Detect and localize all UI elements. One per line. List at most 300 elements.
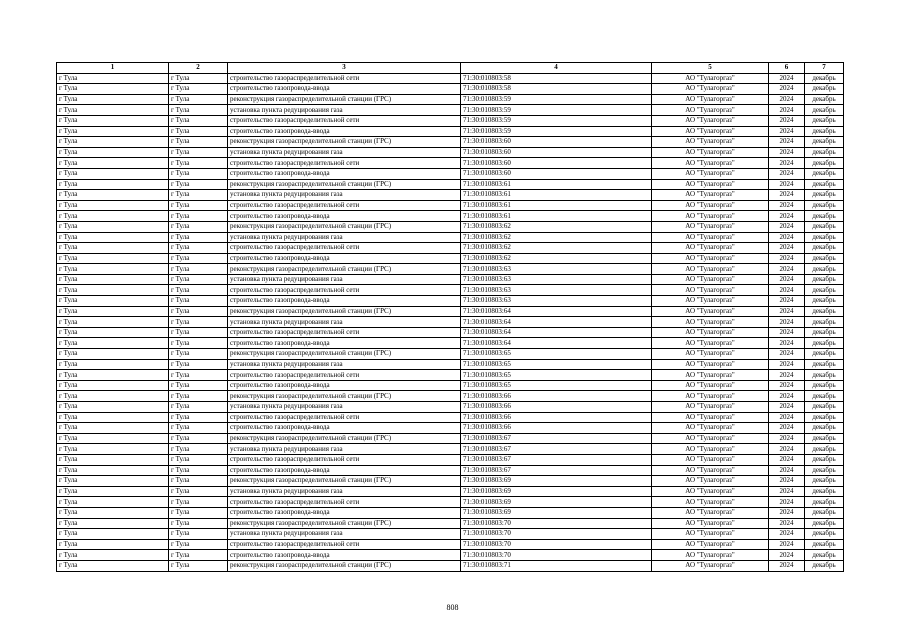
table-cell-col-4: 71:30:010803:61 xyxy=(461,200,652,211)
header-cell-7: 7 xyxy=(805,63,844,74)
header-cell-2: 2 xyxy=(169,63,228,74)
table-cell-col-5: АО "Тулагоргаз" xyxy=(652,476,769,487)
table-cell-col-6: 2024 xyxy=(769,285,805,296)
table-cell-col-5: АО "Тулагоргаз" xyxy=(652,444,769,455)
table-cell-col-6: 2024 xyxy=(769,444,805,455)
table-row xyxy=(57,370,844,381)
table-cell-col-4: 71:30:010803:62 xyxy=(461,253,652,264)
table-cell-col-6: 2024 xyxy=(769,115,805,126)
table-cell-col-2: г Тула xyxy=(169,211,228,222)
data-table xyxy=(56,62,844,572)
table-cell-col-1: г Тула xyxy=(57,317,169,328)
table-cell-col-1: г Тула xyxy=(57,137,169,148)
table-cell-col-5: АО "Тулагоргаз" xyxy=(652,147,769,158)
table-cell-col-3: строительство газораспределительной сети xyxy=(228,115,461,126)
table-cell-col-5: АО "Тулагоргаз" xyxy=(652,243,769,254)
table-cell-col-1: г Тула xyxy=(57,518,169,529)
table-cell-col-2: г Тула xyxy=(169,306,228,317)
table-cell-col-7: декабрь xyxy=(805,137,844,148)
header-cell-3: 3 xyxy=(228,63,461,74)
table-cell-col-6: 2024 xyxy=(769,84,805,95)
table-cell-col-1: г Тула xyxy=(57,84,169,95)
table-cell-col-6: 2024 xyxy=(769,454,805,465)
table-row xyxy=(57,349,844,360)
table-cell-col-3: строительство газопровода-ввода xyxy=(228,211,461,222)
table-cell-col-4: 71:30:010803:67 xyxy=(461,454,652,465)
table-cell-col-1: г Тула xyxy=(57,115,169,126)
table-cell-col-7: декабрь xyxy=(805,433,844,444)
table-cell-col-3: строительство газопровода-ввода xyxy=(228,507,461,518)
table-cell-col-1: г Тула xyxy=(57,327,169,338)
table-cell-col-2: г Тула xyxy=(169,529,228,540)
table-row xyxy=(57,73,844,84)
table-row xyxy=(57,126,844,137)
table-cell-col-2: г Тула xyxy=(169,497,228,508)
header-row xyxy=(57,63,844,74)
table-cell-col-1: г Тула xyxy=(57,306,169,317)
table-cell-col-1: г Тула xyxy=(57,126,169,137)
table-cell-col-2: г Тула xyxy=(169,370,228,381)
table-cell-col-1: г Тула xyxy=(57,476,169,487)
header-cell-4: 4 xyxy=(461,63,652,74)
table-cell-col-2: г Тула xyxy=(169,264,228,275)
table-cell-col-7: декабрь xyxy=(805,423,844,434)
table-cell-col-3: строительство газораспределительной сети xyxy=(228,412,461,423)
table-cell-col-7: декабрь xyxy=(805,444,844,455)
table-cell-col-6: 2024 xyxy=(769,200,805,211)
table-cell-col-3: реконструкция газораспределительной станции (ГРС) xyxy=(228,306,461,317)
table-row xyxy=(57,137,844,148)
table-cell-col-5: АО "Тулагоргаз" xyxy=(652,285,769,296)
table-cell-col-1: г Тула xyxy=(57,179,169,190)
table-cell-col-4: 71:30:010803:67 xyxy=(461,465,652,476)
table-cell-col-2: г Тула xyxy=(169,126,228,137)
table-cell-col-7: декабрь xyxy=(805,147,844,158)
table-cell-col-3: реконструкция газораспределительной станции (ГРС) xyxy=(228,137,461,148)
table-cell-col-4: 71:30:010803:67 xyxy=(461,444,652,455)
table-cell-col-4: 71:30:010803:66 xyxy=(461,412,652,423)
table-cell-col-3: реконструкция газораспределительной станции (ГРС) xyxy=(228,391,461,402)
table-cell-col-7: декабрь xyxy=(805,486,844,497)
table-cell-col-1: г Тула xyxy=(57,486,169,497)
table-row xyxy=(57,243,844,254)
table-cell-col-5: АО "Тулагоргаз" xyxy=(652,507,769,518)
table-row xyxy=(57,444,844,455)
table-cell-col-6: 2024 xyxy=(769,221,805,232)
table-cell-col-7: декабрь xyxy=(805,402,844,413)
table-cell-col-6: 2024 xyxy=(769,168,805,179)
page-number: 808 xyxy=(446,603,459,612)
table-cell-col-5: АО "Тулагоргаз" xyxy=(652,338,769,349)
table-cell-col-1: г Тула xyxy=(57,105,169,116)
table-cell-col-4: 71:30:010803:58 xyxy=(461,84,652,95)
table-cell-col-4: 71:30:010803:61 xyxy=(461,211,652,222)
table-cell-col-5: АО "Тулагоргаз" xyxy=(652,190,769,201)
table-cell-col-4: 71:30:010803:62 xyxy=(461,232,652,243)
table-cell-col-2: г Тула xyxy=(169,296,228,307)
header-cell-1: 1 xyxy=(57,63,169,74)
table-cell-col-5: АО "Тулагоргаз" xyxy=(652,423,769,434)
table-cell-col-2: г Тула xyxy=(169,402,228,413)
table-cell-col-2: г Тула xyxy=(169,349,228,360)
table-cell-col-3: строительство газопровода-ввода xyxy=(228,84,461,95)
table-cell-col-2: г Тула xyxy=(169,380,228,391)
table-cell-col-5: АО "Тулагоргаз" xyxy=(652,518,769,529)
table-row xyxy=(57,94,844,105)
table-row xyxy=(57,253,844,264)
table-cell-col-3: реконструкция газораспределительной станции (ГРС) xyxy=(228,94,461,105)
table-cell-col-3: установка пункта редуцирования газа xyxy=(228,105,461,116)
table-cell-col-1: г Тула xyxy=(57,243,169,254)
table-cell-col-2: г Тула xyxy=(169,338,228,349)
table-cell-col-2: г Тула xyxy=(169,84,228,95)
table-cell-col-2: г Тула xyxy=(169,221,228,232)
table-cell-col-4: 71:30:010803:65 xyxy=(461,380,652,391)
table-cell-col-2: г Тула xyxy=(169,454,228,465)
table-cell-col-4: 71:30:010803:61 xyxy=(461,179,652,190)
table-cell-col-2: г Тула xyxy=(169,486,228,497)
table-cell-col-4: 71:30:010803:59 xyxy=(461,126,652,137)
table-cell-col-3: строительство газопровода-ввода xyxy=(228,380,461,391)
table-cell-col-3: реконструкция газораспределительной станции (ГРС) xyxy=(228,349,461,360)
table-cell-col-2: г Тула xyxy=(169,274,228,285)
table-cell-col-1: г Тула xyxy=(57,211,169,222)
table-cell-col-6: 2024 xyxy=(769,232,805,243)
table-cell-col-1: г Тула xyxy=(57,200,169,211)
table-cell-col-6: 2024 xyxy=(769,126,805,137)
table-cell-col-5: АО "Тулагоргаз" xyxy=(652,232,769,243)
table-cell-col-4: 71:30:010803:65 xyxy=(461,349,652,360)
table-cell-col-7: декабрь xyxy=(805,296,844,307)
table-cell-col-1: г Тула xyxy=(57,380,169,391)
table-cell-col-4: 71:30:010803:64 xyxy=(461,327,652,338)
table-cell-col-2: г Тула xyxy=(169,412,228,423)
table-cell-col-1: г Тула xyxy=(57,264,169,275)
table-cell-col-5: АО "Тулагоргаз" xyxy=(652,84,769,95)
table-cell-col-7: декабрь xyxy=(805,94,844,105)
table-cell-col-4: 71:30:010803:67 xyxy=(461,433,652,444)
table-cell-col-1: г Тула xyxy=(57,158,169,169)
table-cell-col-6: 2024 xyxy=(769,497,805,508)
table-cell-col-4: 71:30:010803:63 xyxy=(461,264,652,275)
table-cell-col-5: АО "Тулагоргаз" xyxy=(652,126,769,137)
table-row xyxy=(57,412,844,423)
table-cell-col-3: установка пункта редуцирования газа xyxy=(228,486,461,497)
table-cell-col-2: г Тула xyxy=(169,158,228,169)
table-cell-col-7: декабрь xyxy=(805,168,844,179)
table-cell-col-5: АО "Тулагоргаз" xyxy=(652,359,769,370)
table-cell-col-4: 71:30:010803:66 xyxy=(461,402,652,413)
table-cell-col-4: 71:30:010803:70 xyxy=(461,539,652,550)
table-cell-col-5: АО "Тулагоргаз" xyxy=(652,454,769,465)
table-cell-col-6: 2024 xyxy=(769,476,805,487)
table-cell-col-7: декабрь xyxy=(805,285,844,296)
table-cell-col-1: г Тула xyxy=(57,444,169,455)
table-cell-col-4: 71:30:010803:69 xyxy=(461,507,652,518)
table-cell-col-7: декабрь xyxy=(805,126,844,137)
header-cell-5: 5 xyxy=(652,63,769,74)
table-cell-col-6: 2024 xyxy=(769,274,805,285)
table-cell-col-4: 71:30:010803:70 xyxy=(461,550,652,561)
table-cell-col-6: 2024 xyxy=(769,105,805,116)
table-cell-col-1: г Тула xyxy=(57,529,169,540)
table-cell-col-2: г Тула xyxy=(169,391,228,402)
table-cell-col-2: г Тула xyxy=(169,550,228,561)
table-cell-col-7: декабрь xyxy=(805,200,844,211)
table-row xyxy=(57,84,844,95)
table-cell-col-7: декабрь xyxy=(805,327,844,338)
table-cell-col-7: декабрь xyxy=(805,179,844,190)
table-cell-col-7: декабрь xyxy=(805,391,844,402)
table-cell-col-3: установка пункта редуцирования газа xyxy=(228,232,461,243)
table-cell-col-7: декабрь xyxy=(805,550,844,561)
table-cell-col-3: строительство газораспределительной сети xyxy=(228,370,461,381)
table-cell-col-7: декабрь xyxy=(805,317,844,328)
table-cell-col-2: г Тула xyxy=(169,253,228,264)
table-cell-col-6: 2024 xyxy=(769,306,805,317)
table-cell-col-1: г Тула xyxy=(57,73,169,84)
table-cell-col-3: реконструкция газораспределительной станции (ГРС) xyxy=(228,221,461,232)
table-cell-col-3: строительство газопровода-ввода xyxy=(228,465,461,476)
table-cell-col-3: строительство газопровода-ввода xyxy=(228,253,461,264)
table-row xyxy=(57,550,844,561)
table-cell-col-7: декабрь xyxy=(805,338,844,349)
table-cell-col-6: 2024 xyxy=(769,359,805,370)
table-cell-col-7: декабрь xyxy=(805,507,844,518)
table-row xyxy=(57,147,844,158)
table-row xyxy=(57,105,844,116)
table-row xyxy=(57,518,844,529)
table-cell-col-4: 71:30:010803:61 xyxy=(461,190,652,201)
table-cell-col-5: АО "Тулагоргаз" xyxy=(652,168,769,179)
table-row xyxy=(57,454,844,465)
table-cell-col-1: г Тула xyxy=(57,412,169,423)
table-cell-col-7: декабрь xyxy=(805,476,844,487)
table-cell-col-7: декабрь xyxy=(805,274,844,285)
table-row xyxy=(57,338,844,349)
table-cell-col-1: г Тула xyxy=(57,296,169,307)
table-cell-col-7: декабрь xyxy=(805,211,844,222)
table-cell-col-5: АО "Тулагоргаз" xyxy=(652,179,769,190)
table-cell-col-7: декабрь xyxy=(805,518,844,529)
table-cell-col-3: реконструкция газораспределительной станции (ГРС) xyxy=(228,476,461,487)
table-cell-col-1: г Тула xyxy=(57,232,169,243)
table-cell-col-2: г Тула xyxy=(169,179,228,190)
table-cell-col-5: АО "Тулагоргаз" xyxy=(652,349,769,360)
table-cell-col-3: реконструкция газораспределительной станции (ГРС) xyxy=(228,264,461,275)
table-cell-col-1: г Тула xyxy=(57,465,169,476)
table-cell-col-2: г Тула xyxy=(169,285,228,296)
table-cell-col-6: 2024 xyxy=(769,253,805,264)
table-cell-col-4: 71:30:010803:66 xyxy=(461,391,652,402)
table-cell-col-1: г Тула xyxy=(57,423,169,434)
table-cell-col-7: декабрь xyxy=(805,232,844,243)
table-cell-col-3: установка пункта редуцирования газа xyxy=(228,190,461,201)
table-cell-col-6: 2024 xyxy=(769,529,805,540)
table-row xyxy=(57,200,844,211)
table-cell-col-7: декабрь xyxy=(805,84,844,95)
table-cell-col-5: АО "Тулагоргаз" xyxy=(652,221,769,232)
table-cell-col-3: строительство газораспределительной сети xyxy=(228,327,461,338)
table-cell-col-5: АО "Тулагоргаз" xyxy=(652,539,769,550)
table-cell-col-1: г Тула xyxy=(57,402,169,413)
table-row xyxy=(57,158,844,169)
table-cell-col-6: 2024 xyxy=(769,317,805,328)
table-cell-col-7: декабрь xyxy=(805,158,844,169)
table-cell-col-3: строительство газораспределительной сети xyxy=(228,454,461,465)
table-cell-col-3: установка пункта редуцирования газа xyxy=(228,402,461,413)
table-cell-col-6: 2024 xyxy=(769,158,805,169)
table-cell-col-5: АО "Тулагоргаз" xyxy=(652,94,769,105)
table-cell-col-6: 2024 xyxy=(769,433,805,444)
table-row xyxy=(57,391,844,402)
table-cell-col-5: АО "Тулагоргаз" xyxy=(652,317,769,328)
table-cell-col-1: г Тула xyxy=(57,454,169,465)
table-cell-col-2: г Тула xyxy=(169,476,228,487)
table-body xyxy=(57,73,844,571)
table-cell-col-7: декабрь xyxy=(805,359,844,370)
table-cell-col-3: установка пункта редуцирования газа xyxy=(228,529,461,540)
table-cell-col-2: г Тула xyxy=(169,137,228,148)
table-cell-col-5: АО "Тулагоргаз" xyxy=(652,264,769,275)
table-row xyxy=(57,232,844,243)
table-cell-col-1: г Тула xyxy=(57,221,169,232)
table-cell-col-2: г Тула xyxy=(169,94,228,105)
table-cell-col-2: г Тула xyxy=(169,423,228,434)
table-cell-col-1: г Тула xyxy=(57,349,169,360)
table-cell-col-2: г Тула xyxy=(169,105,228,116)
table-cell-col-4: 71:30:010803:59 xyxy=(461,115,652,126)
table-cell-col-3: строительство газораспределительной сети xyxy=(228,285,461,296)
table-cell-col-5: АО "Тулагоргаз" xyxy=(652,200,769,211)
table-cell-col-6: 2024 xyxy=(769,560,805,571)
table-cell-col-5: АО "Тулагоргаз" xyxy=(652,73,769,84)
table-row xyxy=(57,168,844,179)
table-cell-col-6: 2024 xyxy=(769,402,805,413)
table-cell-col-5: АО "Тулагоргаз" xyxy=(652,306,769,317)
table-cell-col-4: 71:30:010803:62 xyxy=(461,243,652,254)
table-cell-col-6: 2024 xyxy=(769,370,805,381)
table-cell-col-5: АО "Тулагоргаз" xyxy=(652,137,769,148)
table-row xyxy=(57,560,844,571)
table-cell-col-7: декабрь xyxy=(805,264,844,275)
table-cell-col-7: декабрь xyxy=(805,529,844,540)
table-cell-col-4: 71:30:010803:59 xyxy=(461,94,652,105)
table-cell-col-3: реконструкция газораспределительной станции (ГРС) xyxy=(228,560,461,571)
table-cell-col-3: строительство газопровода-ввода xyxy=(228,168,461,179)
table-cell-col-7: декабрь xyxy=(805,539,844,550)
table-cell-col-6: 2024 xyxy=(769,465,805,476)
table-cell-col-7: декабрь xyxy=(805,190,844,201)
table-cell-col-3: строительство газопровода-ввода xyxy=(228,126,461,137)
table-cell-col-2: г Тула xyxy=(169,115,228,126)
table-cell-col-5: АО "Тулагоргаз" xyxy=(652,253,769,264)
table-cell-col-7: декабрь xyxy=(805,380,844,391)
table-cell-col-3: строительство газопровода-ввода xyxy=(228,550,461,561)
table-cell-col-1: г Тула xyxy=(57,274,169,285)
table-cell-col-4: 71:30:010803:65 xyxy=(461,370,652,381)
table-cell-col-6: 2024 xyxy=(769,327,805,338)
table-cell-col-7: декабрь xyxy=(805,253,844,264)
table-cell-col-2: г Тула xyxy=(169,168,228,179)
table-row xyxy=(57,115,844,126)
table-cell-col-4: 71:30:010803:69 xyxy=(461,476,652,487)
table-cell-col-5: АО "Тулагоргаз" xyxy=(652,486,769,497)
table-row xyxy=(57,497,844,508)
table-cell-col-7: декабрь xyxy=(805,221,844,232)
table-cell-col-6: 2024 xyxy=(769,94,805,105)
table-row xyxy=(57,211,844,222)
table-cell-col-6: 2024 xyxy=(769,518,805,529)
table-cell-col-2: г Тула xyxy=(169,317,228,328)
table-cell-col-3: установка пункта редуцирования газа xyxy=(228,147,461,158)
table-row xyxy=(57,274,844,285)
table-cell-col-4: 71:30:010803:60 xyxy=(461,147,652,158)
table-cell-col-5: АО "Тулагоргаз" xyxy=(652,380,769,391)
table-row xyxy=(57,190,844,201)
table-row xyxy=(57,296,844,307)
table-cell-col-3: строительство газопровода-ввода xyxy=(228,338,461,349)
table-cell-col-1: г Тула xyxy=(57,147,169,158)
table-cell-col-5: АО "Тулагоргаз" xyxy=(652,433,769,444)
table-cell-col-5: АО "Тулагоргаз" xyxy=(652,412,769,423)
table-cell-col-3: установка пункта редуцирования газа xyxy=(228,317,461,328)
table-row xyxy=(57,179,844,190)
table-cell-col-6: 2024 xyxy=(769,391,805,402)
table-cell-col-5: АО "Тулагоргаз" xyxy=(652,211,769,222)
table-cell-col-4: 71:30:010803:65 xyxy=(461,359,652,370)
table-cell-col-2: г Тула xyxy=(169,444,228,455)
table-cell-col-3: строительство газопровода-ввода xyxy=(228,423,461,434)
table-row xyxy=(57,486,844,497)
table-cell-col-1: г Тула xyxy=(57,338,169,349)
table-cell-col-1: г Тула xyxy=(57,391,169,402)
table-cell-col-5: АО "Тулагоргаз" xyxy=(652,560,769,571)
table-cell-col-5: АО "Тулагоргаз" xyxy=(652,497,769,508)
table-cell-col-3: установка пункта редуцирования газа xyxy=(228,274,461,285)
table-cell-col-1: г Тула xyxy=(57,285,169,296)
table-cell-col-6: 2024 xyxy=(769,423,805,434)
table-cell-col-1: г Тула xyxy=(57,550,169,561)
table-row xyxy=(57,264,844,275)
table-cell-col-2: г Тула xyxy=(169,73,228,84)
table-cell-col-3: установка пункта редуцирования газа xyxy=(228,444,461,455)
table-cell-col-1: г Тула xyxy=(57,560,169,571)
table-cell-col-5: АО "Тулагоргаз" xyxy=(652,465,769,476)
table-cell-col-2: г Тула xyxy=(169,327,228,338)
table-cell-col-6: 2024 xyxy=(769,243,805,254)
table-cell-col-4: 71:30:010803:63 xyxy=(461,285,652,296)
table-cell-col-6: 2024 xyxy=(769,486,805,497)
table-row xyxy=(57,465,844,476)
table-cell-col-1: г Тула xyxy=(57,370,169,381)
table-cell-col-4: 71:30:010803:69 xyxy=(461,497,652,508)
table-cell-col-2: г Тула xyxy=(169,507,228,518)
table-cell-col-3: реконструкция газораспределительной станции (ГРС) xyxy=(228,179,461,190)
table-cell-col-7: декабрь xyxy=(805,465,844,476)
table-cell-col-7: декабрь xyxy=(805,73,844,84)
table-cell-col-7: декабрь xyxy=(805,454,844,465)
table-cell-col-7: декабрь xyxy=(805,497,844,508)
table-cell-col-2: г Тула xyxy=(169,147,228,158)
table-cell-col-4: 71:30:010803:58 xyxy=(461,73,652,84)
table-cell-col-7: декабрь xyxy=(805,243,844,254)
table-cell-col-6: 2024 xyxy=(769,147,805,158)
table-cell-col-4: 71:30:010803:66 xyxy=(461,423,652,434)
table-cell-col-1: г Тула xyxy=(57,507,169,518)
table-cell-col-2: г Тула xyxy=(169,433,228,444)
table-cell-col-3: реконструкция газораспределительной станции (ГРС) xyxy=(228,518,461,529)
